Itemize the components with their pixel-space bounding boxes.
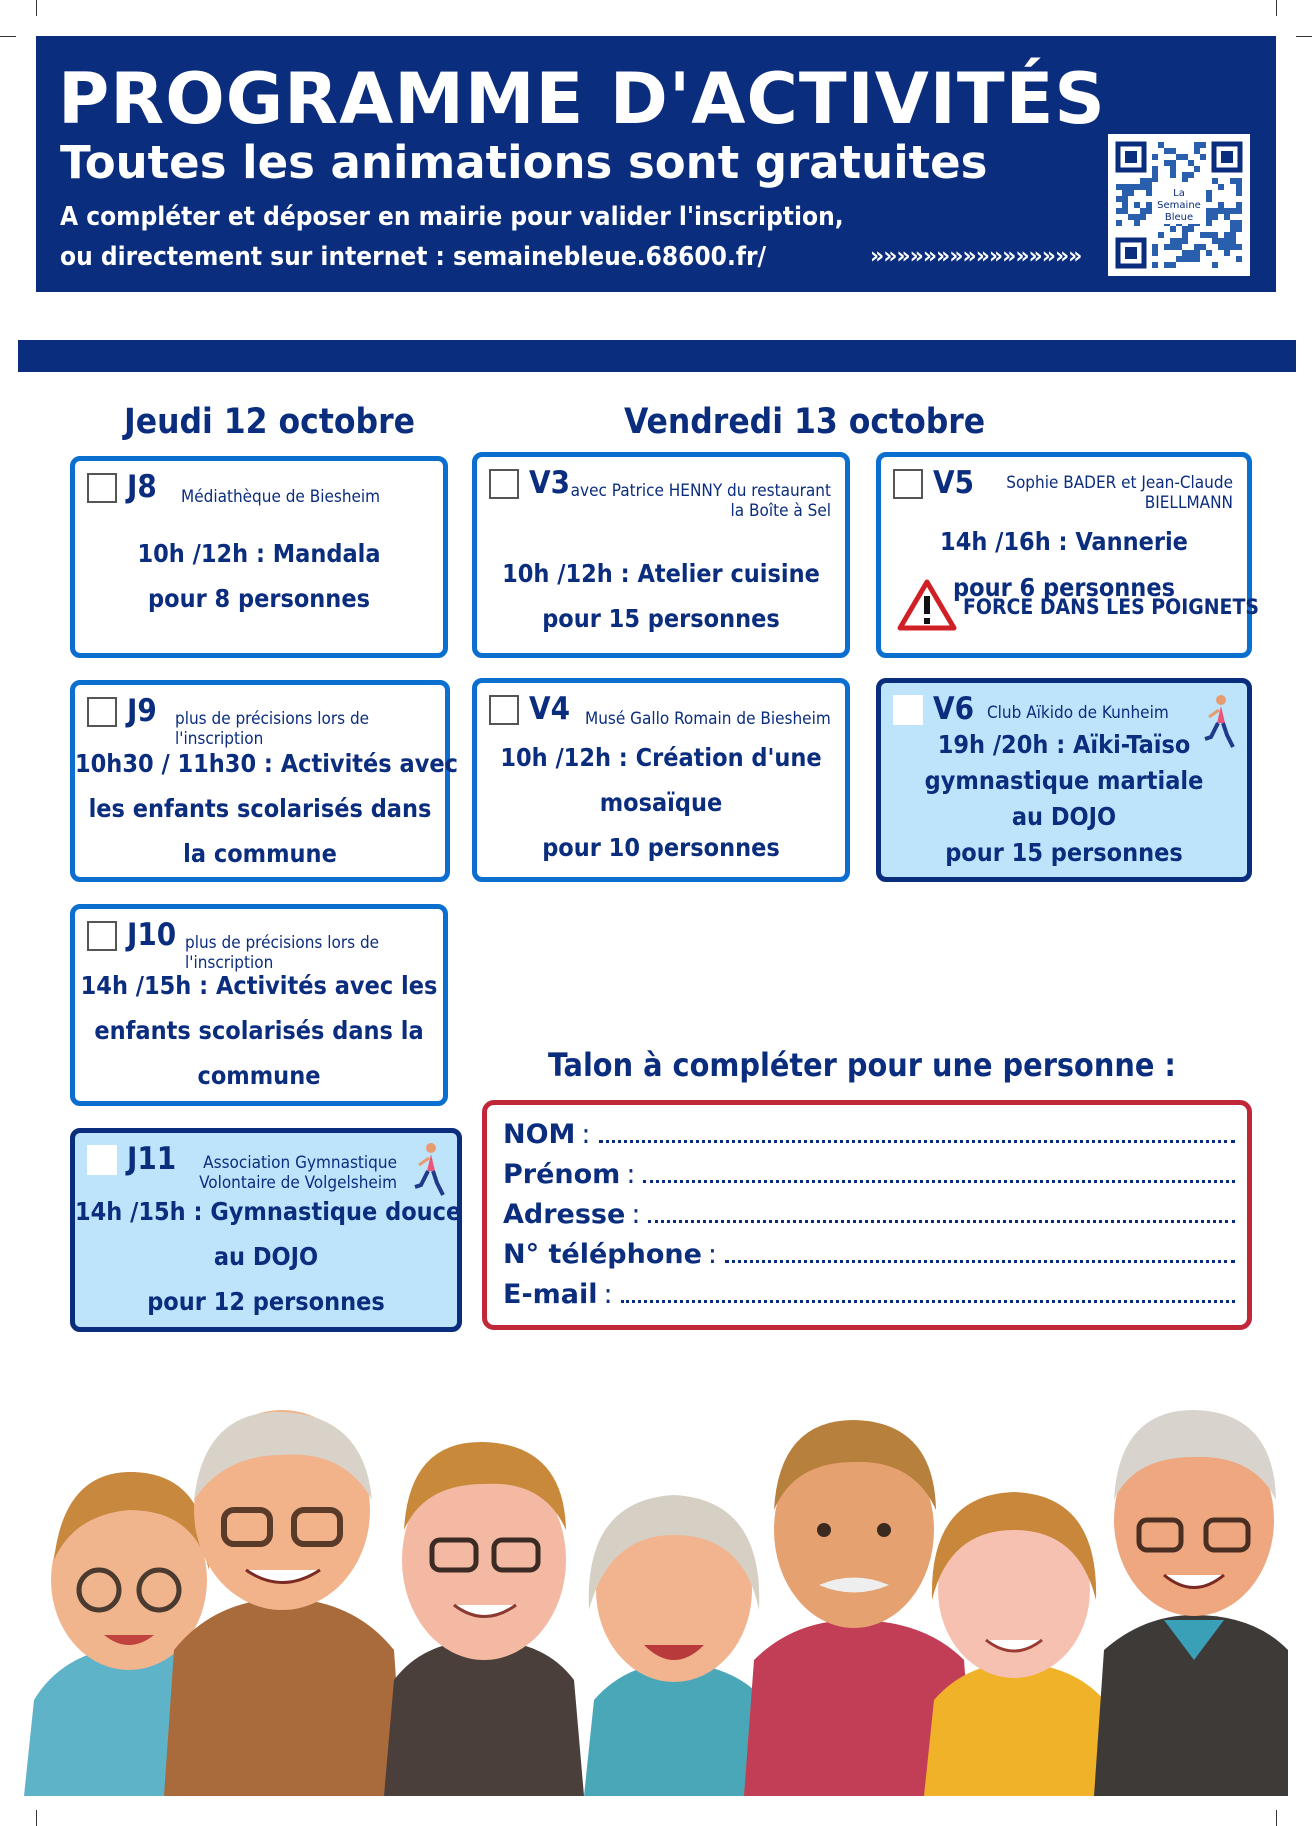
- activity-line: 14h /16h : Vannerie: [940, 527, 1188, 556]
- qr-module: [1152, 166, 1158, 172]
- qr-module: [1152, 262, 1158, 268]
- qr-module: [1140, 214, 1146, 220]
- qr-module: [1194, 250, 1200, 256]
- seniors-illustration: [24, 1400, 1288, 1796]
- qr-module: [1182, 154, 1188, 160]
- qr-module: [1170, 160, 1176, 166]
- qr-module: [1206, 190, 1212, 196]
- crop-mark: [36, 1810, 37, 1826]
- crop-mark: [1276, 0, 1277, 16]
- header-banner: [36, 36, 1276, 292]
- activity-card-j11: [70, 1128, 462, 1332]
- qr-module: [1206, 196, 1212, 202]
- qr-module: [1134, 220, 1140, 226]
- qr-module: [1236, 226, 1242, 232]
- qr-module: [1212, 208, 1218, 214]
- qr-module: [1188, 256, 1194, 262]
- form-field-line[interactable]: [599, 1122, 1235, 1143]
- activity-details: [75, 531, 443, 621]
- qr-module: [1152, 172, 1158, 178]
- qr-module: [1218, 202, 1224, 208]
- qr-module: [1182, 232, 1188, 238]
- qr-module: [1140, 184, 1146, 190]
- qr-module: [1164, 148, 1170, 154]
- senior-woman-2-illustration: [584, 1495, 774, 1796]
- form-field-nom[interactable]: [503, 1119, 1235, 1150]
- senior-woman-3-illustration: [924, 1492, 1114, 1796]
- qr-module: [1146, 190, 1152, 196]
- warning-icon: [897, 579, 957, 631]
- day-heading-friday: Vendredi 13 octobre: [624, 402, 986, 442]
- activity-location: [571, 481, 831, 521]
- activity-location-line: la Boîte à Sel: [730, 501, 831, 521]
- qr-module: [1116, 208, 1122, 214]
- qr-module: [1200, 142, 1206, 148]
- activity-line: 10h30 / 11h30 : Activités avec: [75, 749, 458, 778]
- activity-code: J11: [127, 1141, 177, 1177]
- qr-module: [1236, 256, 1242, 262]
- senior-man-4-illustration: [1094, 1410, 1288, 1796]
- activity-card-j9: [70, 680, 458, 882]
- form-field-label: Prénom: [503, 1159, 621, 1190]
- activity-details: [75, 741, 458, 876]
- qr-module: [1224, 238, 1230, 244]
- qr-module: [1152, 154, 1158, 160]
- qr-module: [1236, 208, 1242, 214]
- qr-module: [1212, 178, 1218, 184]
- activity-location: plus de précisions lors de l'inscription: [185, 933, 380, 973]
- qr-module: [1176, 238, 1182, 244]
- checkbox-v3[interactable]: [489, 469, 519, 499]
- qr-module: [1170, 148, 1176, 154]
- qr-module: [1146, 208, 1152, 214]
- activity-line: 10h /12h : Atelier cuisine: [502, 559, 820, 588]
- activity-line: pour 15 personnes: [542, 604, 780, 633]
- activity-details: [477, 551, 845, 641]
- qr-module: [1224, 214, 1230, 220]
- activity-location-line: Sophie BADER et Jean-Claude: [1006, 473, 1233, 493]
- qr-module: [1194, 142, 1200, 148]
- qr-module: [1128, 190, 1134, 196]
- activity-details: [881, 727, 1247, 871]
- activity-location: Médiathèque de Biesheim: [181, 487, 381, 507]
- activity-card-v3: [472, 452, 850, 658]
- qr-module: [1230, 232, 1236, 238]
- qr-module: [1134, 184, 1140, 190]
- activity-location: Club Aïkido de Kunheim: [987, 703, 1169, 723]
- activity-line: 10h /12h : Création d'une: [500, 743, 822, 772]
- registration-form: [482, 1100, 1252, 1330]
- qr-module: [1128, 214, 1134, 220]
- qr-module: [1152, 250, 1158, 256]
- qr-module: [1116, 220, 1122, 226]
- form-colon: :: [581, 1119, 591, 1150]
- activity-code: J9: [127, 693, 157, 729]
- form-colon: :: [626, 1159, 636, 1190]
- warning-text: FORCE DANS LES POIGNETS: [963, 595, 1259, 619]
- form-field-adresse[interactable]: [503, 1199, 1235, 1230]
- form-title: Talon à compléter pour une personne :: [548, 1046, 1176, 1084]
- qr-module: [1206, 208, 1212, 214]
- instruction-line-1: A compléter et déposer en mairie pour valider l'inscription,: [60, 202, 844, 232]
- form-colon: :: [603, 1279, 613, 1310]
- qr-module: [1230, 226, 1236, 232]
- activity-line: pour 10 personnes: [542, 833, 780, 862]
- activity-code: J10: [127, 917, 177, 953]
- qr-module: [1200, 154, 1206, 160]
- activity-code: V5: [933, 465, 974, 501]
- qr-module: [1212, 262, 1218, 268]
- qr-module: [1236, 220, 1242, 226]
- qr-module: [1206, 214, 1212, 220]
- qr-module: [1170, 238, 1176, 244]
- form-field-line[interactable]: [725, 1242, 1235, 1263]
- qr-module: [1116, 196, 1122, 202]
- qr-module: [1122, 202, 1128, 208]
- form-colon: :: [707, 1239, 718, 1270]
- qr-module: [1176, 244, 1182, 250]
- activity-line: 19h /20h : Aïki-Taïso: [937, 730, 1191, 759]
- crop-mark: [1296, 36, 1312, 37]
- activity-card-v4: [472, 678, 850, 882]
- qr-module: [1224, 208, 1230, 214]
- qr-module: [1218, 208, 1224, 214]
- form-colon: :: [631, 1199, 641, 1230]
- form-field-line[interactable]: [643, 1162, 1235, 1183]
- activity-line: commune: [197, 1061, 321, 1090]
- qr-module: [1236, 178, 1242, 184]
- qr-module: [1170, 262, 1176, 268]
- qr-module: [1200, 244, 1206, 250]
- qr-module: [1164, 244, 1170, 250]
- qr-logo-word-3: Bleue: [1164, 212, 1194, 223]
- activity-location: Musé Gallo Romain de Biesheim: [585, 709, 831, 729]
- activity-line: 14h /15h : Activités avec les: [80, 971, 438, 1000]
- page-subtitle: Toutes les animations sont gratuites: [60, 136, 988, 189]
- qr-module: [1170, 244, 1176, 250]
- crop-mark: [36, 0, 37, 16]
- qr-module: [1146, 202, 1152, 208]
- activity-code: V6: [933, 691, 974, 727]
- qr-module: [1236, 202, 1242, 208]
- qr-module: [1230, 238, 1236, 244]
- qr-module: [1236, 184, 1242, 190]
- qr-module: [1188, 172, 1194, 178]
- qr-module: [1176, 154, 1182, 160]
- activity-line: les enfants scolarisés dans: [88, 794, 432, 823]
- day-heading-thursday: Jeudi 12 octobre: [124, 402, 415, 442]
- activity-line: 14h /15h : Gymnastique douce: [75, 1197, 462, 1226]
- activity-line: pour 6 personnes: [953, 573, 1175, 602]
- qr-module: [1146, 184, 1152, 190]
- checkbox-j11[interactable]: [87, 1145, 117, 1175]
- qr-module: [1230, 220, 1236, 226]
- checkbox-v6[interactable]: [893, 695, 923, 725]
- qr-module: [1212, 214, 1218, 220]
- instruction-line-2: [60, 242, 766, 272]
- form-field-label: E-mail: [503, 1279, 598, 1310]
- qr-module: [1146, 178, 1152, 184]
- qr-module: [1182, 172, 1188, 178]
- crop-mark: [1276, 1810, 1277, 1826]
- qr-code[interactable]: [1108, 134, 1250, 276]
- activity-location: [199, 1153, 397, 1193]
- activity-location-line: BIELLMANN: [1144, 493, 1233, 513]
- qr-module: [1182, 226, 1188, 232]
- activity-line: gymnastique martiale: [924, 766, 1204, 795]
- form-field-label: NOM: [503, 1119, 576, 1150]
- activity-code: J8: [127, 469, 157, 505]
- qr-module: [1218, 244, 1224, 250]
- form-field-telephone[interactable]: [503, 1239, 1235, 1270]
- qr-module: [1128, 184, 1134, 190]
- activity-details: [477, 735, 845, 870]
- qr-module: [1218, 238, 1224, 244]
- activity-line: au DOJO: [213, 1242, 319, 1271]
- qr-module: [1164, 262, 1170, 268]
- qr-module: [1134, 214, 1140, 220]
- qr-logo-word-2: Semaine: [1157, 200, 1201, 211]
- activity-code: V3: [529, 465, 570, 501]
- activity-line: pour 15 personnes: [945, 838, 1183, 867]
- instruction-prefix: ou directement sur internet :: [60, 242, 454, 272]
- qr-module: [1212, 238, 1218, 244]
- qr-module: [1116, 184, 1122, 190]
- crop-mark: [0, 36, 16, 37]
- divider-bar: [18, 340, 1296, 372]
- form-field-prenom[interactable]: [503, 1159, 1235, 1190]
- checkbox-j8[interactable]: [87, 473, 117, 503]
- qr-module: [1230, 244, 1236, 250]
- activity-card-v6: [876, 678, 1252, 882]
- activity-line: pour 12 personnes: [147, 1287, 385, 1316]
- qr-module: [1224, 232, 1230, 238]
- qr-module: [1206, 232, 1212, 238]
- qr-module: [1164, 160, 1170, 166]
- page-title: PROGRAMME D'ACTIVITÉS: [58, 58, 1106, 140]
- form-field-email[interactable]: [503, 1279, 1235, 1310]
- checkbox-v5[interactable]: [893, 469, 923, 499]
- activity-card-v5: [876, 452, 1259, 658]
- qr-module: [1230, 208, 1236, 214]
- qr-module: [1194, 166, 1200, 172]
- activity-line: la commune: [183, 839, 337, 868]
- qr-module: [1188, 250, 1194, 256]
- arrows-decoration: »»»»»»»»»»»»»»»»: [870, 244, 1082, 269]
- qr-module: [1206, 220, 1212, 226]
- activity-details: [75, 1189, 462, 1324]
- activity-location-line: avec Patrice HENNY du restaurant: [570, 481, 831, 501]
- checkbox-j9[interactable]: [87, 697, 117, 727]
- activity-location: plus de précisions lors de l'inscription: [175, 709, 370, 749]
- activity-line: pour 8 personnes: [148, 584, 370, 613]
- activity-code: V4: [529, 691, 570, 727]
- qr-module: [1176, 256, 1182, 262]
- qr-module: [1158, 232, 1164, 238]
- qr-module: [1236, 244, 1242, 250]
- qr-module: [1194, 244, 1200, 250]
- activity-line: 10h /12h : Mandala: [137, 539, 381, 568]
- activity-details: [75, 963, 443, 1098]
- qr-module: [1212, 232, 1218, 238]
- qr-module: [1122, 208, 1128, 214]
- qr-module: [1152, 244, 1158, 250]
- qr-module: [1188, 160, 1194, 166]
- activity-card-j8: [70, 456, 448, 658]
- qr-module: [1194, 148, 1200, 154]
- qr-module: [1218, 184, 1224, 190]
- qr-module: [1140, 178, 1146, 184]
- qr-module: [1194, 256, 1200, 262]
- qr-code-icon: [1108, 134, 1250, 276]
- qr-module: [1182, 256, 1188, 262]
- qr-module: [1188, 226, 1194, 232]
- qr-module: [1122, 196, 1128, 202]
- qr-module: [1170, 226, 1176, 232]
- activity-line: au DOJO: [1011, 802, 1117, 831]
- qr-module: [1224, 244, 1230, 250]
- qr-module: [1122, 190, 1128, 196]
- form-field-line[interactable]: [648, 1202, 1235, 1223]
- form-field-label: N° téléphone: [503, 1239, 702, 1270]
- qr-module: [1134, 202, 1140, 208]
- qr-module: [1158, 142, 1164, 148]
- qr-module: [1230, 178, 1236, 184]
- activity-location: [1006, 473, 1233, 513]
- form-field-label: Adresse: [503, 1199, 626, 1230]
- qr-module: [1200, 232, 1206, 238]
- senior-man-2-illustration: [384, 1442, 584, 1796]
- qr-module: [1170, 172, 1176, 178]
- activity-card-j10: [70, 904, 448, 1106]
- form-field-line[interactable]: [621, 1282, 1235, 1303]
- qr-logo-word-1: La: [1173, 188, 1185, 199]
- activity-line: mosaïque: [599, 788, 723, 817]
- qr-module: [1140, 208, 1146, 214]
- activity-line: enfants scolarisés dans la: [94, 1016, 424, 1045]
- qr-module: [1122, 184, 1128, 190]
- qr-module: [1236, 190, 1242, 196]
- qr-module: [1182, 250, 1188, 256]
- website-link[interactable]: semainebleue.68600.fr/: [453, 242, 767, 272]
- checkbox-v4[interactable]: [489, 695, 519, 725]
- qr-module: [1206, 250, 1212, 256]
- qr-module: [1182, 238, 1188, 244]
- activity-location-line: Volontaire de Volgelsheim: [199, 1173, 397, 1193]
- checkbox-j10[interactable]: [87, 921, 117, 951]
- qr-module: [1170, 166, 1176, 172]
- qr-module: [1224, 250, 1230, 256]
- activity-location-line: Association Gymnastique: [203, 1153, 397, 1173]
